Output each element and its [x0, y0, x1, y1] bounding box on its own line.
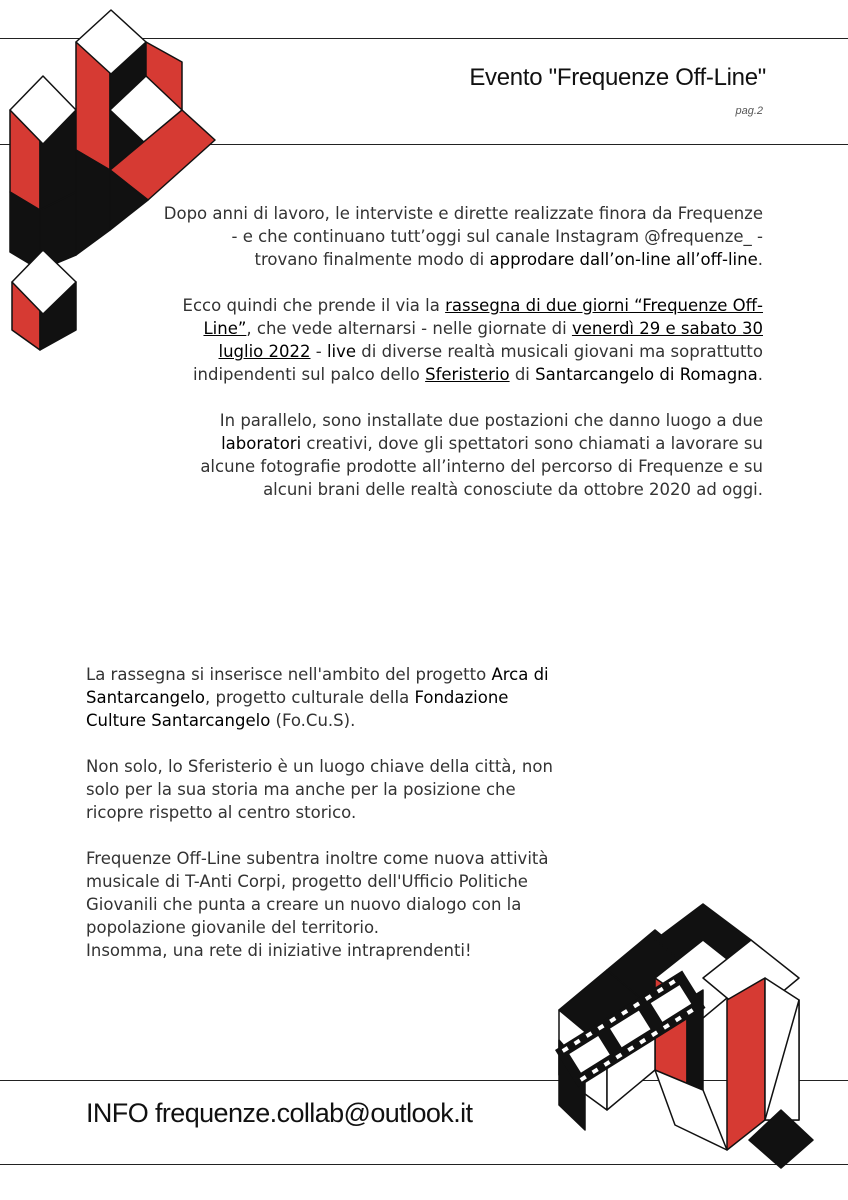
link-sferisterio[interactable]: Sferisterio: [425, 365, 510, 384]
details-paragraph-1: La rassegna si inserisce nell'ambito del progetto Arca di Santarcangelo, progetto culturale della Fondazione Culture Santarcangelo (Fo.Cu.S).: [86, 665, 549, 730]
link-dates[interactable]: venerdì 29 e sabato 30 luglio 2022: [218, 319, 763, 361]
intro-paragraph-1: Dopo anni di lavoro, le interviste e dirette realizzate finora da Frequenze - e che continuano tutt’oggi sul canale Instagram @frequenze_ - trovano finalmente modo di approdare dall’on-line all’off-line.: [163, 204, 763, 269]
intro-text: [163, 202, 763, 524]
highlight-offline: approdare dall’on-line all’off-line: [489, 250, 758, 269]
intro-paragraph-2: Ecco quindi che prende il via la rassegna di due giorni “Frequenze Off-Line”, che vede alternarsi - nelle giornate di venerdì 29 e sabato 30 luglio 2022 - live di diverse realtà musicali giovani ma soprattutto indipendenti sul palco dello Sferisterio di Santarcangelo di Romagna.: [182, 296, 763, 384]
frequenze-logo-bottom: [545, 900, 848, 1200]
place-name: Santarcangelo di Romagna: [535, 365, 758, 384]
contact-info[interactable]: INFO frequenze.collab@outlook.it: [86, 1098, 473, 1128]
page-title: Evento "Frequenze Off-Line": [469, 64, 766, 91]
intro-paragraph-3: In parallelo, sono installate due postazioni che danno luogo a due laboratori creativi, dove gli spettatori sono chiamati a lavorare su alcune fotografie prodotte all’interno del percorso di Frequenze e su alcuni brani delle realtà conosciute da ottobre 2020 ad oggi.: [200, 411, 763, 499]
link-rassegna[interactable]: rassegna di due giorni “Frequenze Off-Line”: [203, 296, 763, 338]
details-paragraph-3: Frequenze Off-Line subentra inoltre come nuova attività musicale di T-Anti Corpi, progetto dell'Ufficio Politiche Giovanili che punta a creare un nuovo dialogo con la popolazione giovanile del territorio. Insomma, una rete di iniziative intraprendenti!: [86, 849, 549, 960]
details-paragraph-2: Non solo, lo Sferisterio è un luogo chiave della città, non solo per la sua storia ma anche per la posizione che ricopre rispetto al centro storico.: [86, 757, 553, 822]
page-number: pag.2: [735, 105, 763, 117]
details-text: [86, 663, 556, 962]
